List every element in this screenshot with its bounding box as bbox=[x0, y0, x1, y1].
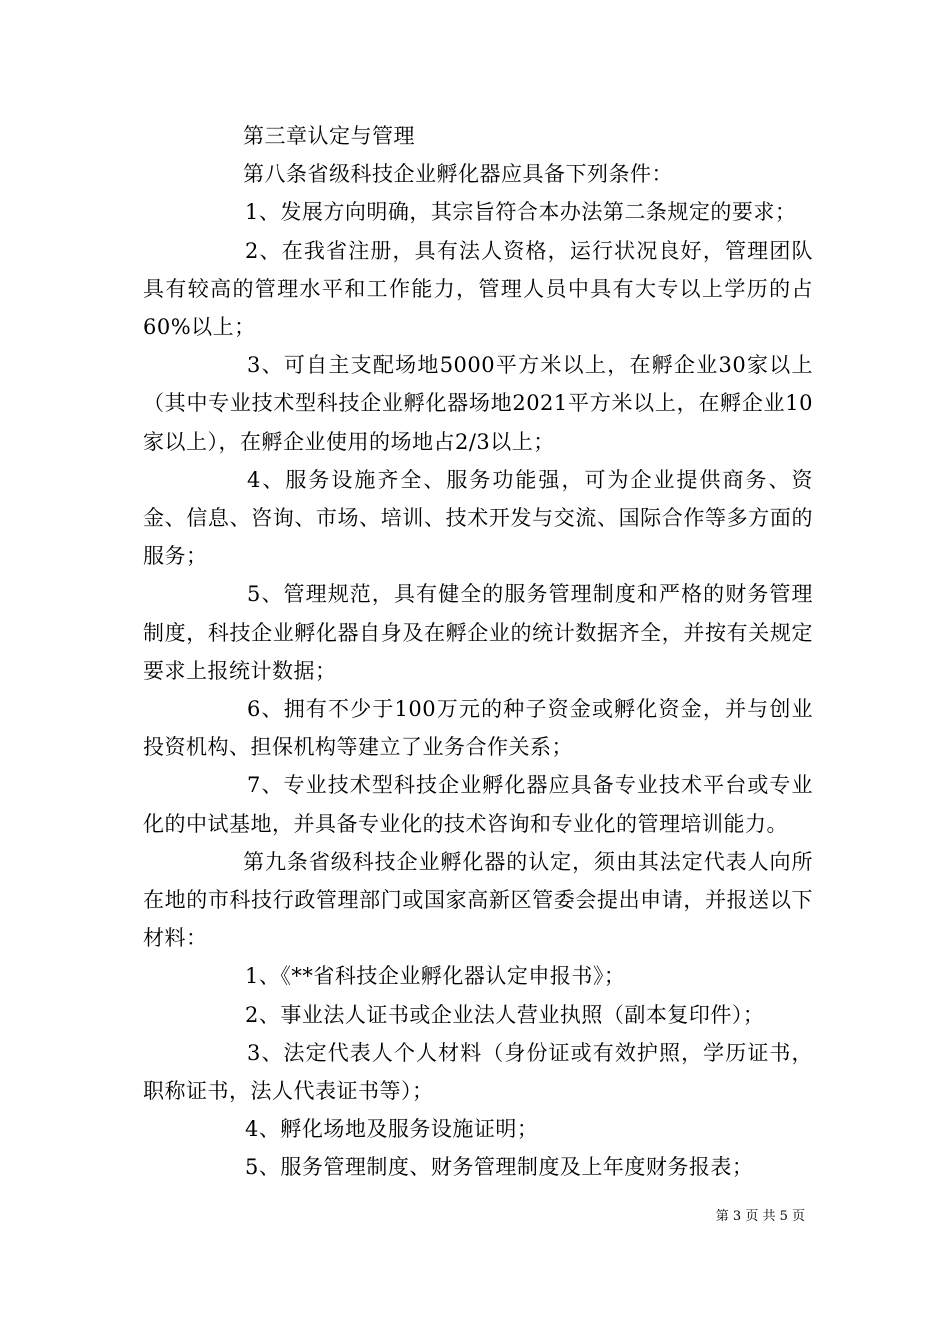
article-8-item-3: 3、可自主支配场地5000平方米以上，在孵企业30家以上（其中专业技术型科技企业孵化器场地2021平方米以上，在孵企业10家以上），在孵企业使用的场地占2/3以上； bbox=[143, 353, 813, 454]
article-8-item-7: 7、专业技术型科技企业孵化器应具备专业技术平台或专业化的中试基地，并具备专业化的技术咨询和专业化的管理培训能力。 bbox=[143, 773, 813, 836]
article-9-item-4: 4、孵化场地及服务设施证明； bbox=[245, 1117, 539, 1142]
article-8-item-5: 5、管理规范，具有健全的服务管理制度和严格的财务管理制度，科技企业孵化器自身及在孵企业的统计数据齐全，并按有关规定要求上报统计数据； bbox=[143, 582, 813, 683]
chapter-heading: 第三章认定与管理 bbox=[243, 124, 415, 148]
article-9-item-1: 1、《**省科技企业孵化器认定申报书》； bbox=[245, 964, 626, 989]
article-8-item-2: 2、在我省注册，具有法人资格，运行状况良好，管理团队具有较高的管理水平和工作能力，管理人员中具有大专以上学历的占60%以上； bbox=[143, 238, 813, 340]
article-9-paragraph: 第九条省级科技企业孵化器的认定，须由其法定代表人向所在地的市科技行政管理部门或国家高新区管委会提出申请，并报送以下材料： bbox=[143, 849, 813, 951]
article-8-paragraph: 第八条省级科技企业孵化器应具备下列条件： bbox=[243, 162, 673, 187]
document-body bbox=[143, 117, 813, 1187]
article-8-item-4: 4、服务设施齐全、服务功能强，可为企业提供商务、资金、信息、咨询、市场、培训、技术开发与交流、国际合作等多方面的服务； bbox=[143, 467, 813, 569]
page-number-footer: 第 3 页 共 5 页 bbox=[715, 1209, 805, 1224]
article-9-item-2: 2、事业法人证书或企业法人营业执照（副本复印件）； bbox=[245, 1002, 765, 1027]
article-8-item-6: 6、拥有不少于100万元的种子资金或孵化资金，并与创业投资机构、担保机构等建立了业务合作关系； bbox=[143, 697, 813, 760]
article-8-item-1: 1、发展方向明确，其宗旨符合本办法第二条规定的要求； bbox=[245, 200, 797, 225]
article-9-item-3: 3、法定代表人个人材料（身份证或有效护照，学历证书，职称证书，法人代表证书等）； bbox=[143, 1040, 813, 1104]
article-9-item-5: 5、服务管理制度、财务管理制度及上年度财务报表； bbox=[245, 1155, 754, 1180]
